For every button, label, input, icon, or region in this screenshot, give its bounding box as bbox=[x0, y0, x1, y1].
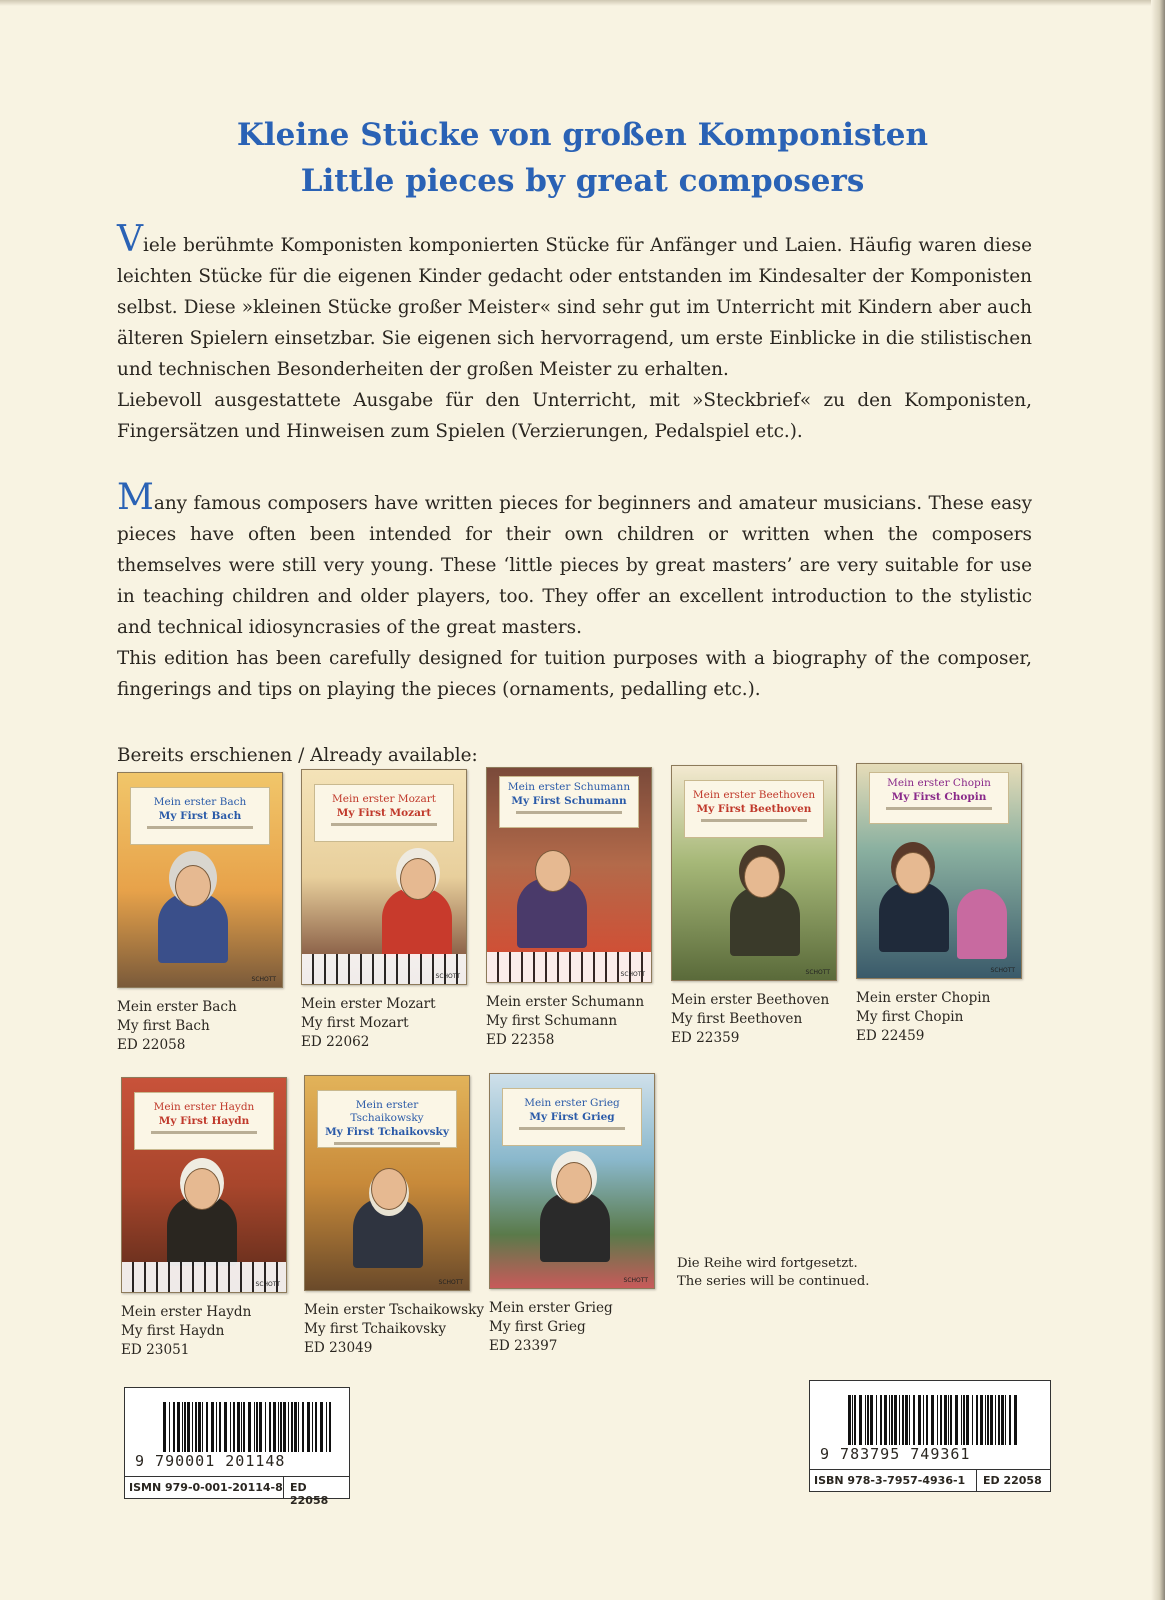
caption-title-de: Mein erster Chopin bbox=[856, 990, 991, 1006]
book-caption bbox=[301, 995, 471, 1052]
barcode-bar bbox=[884, 1395, 887, 1445]
caption-title-en: My first Bach bbox=[117, 1018, 210, 1034]
caption-ed-number: ED 22062 bbox=[301, 1034, 370, 1050]
isbn-barcode bbox=[809, 1380, 1051, 1492]
caption-title-en: My first Tchaikovsky bbox=[304, 1321, 447, 1337]
english-text: any famous composers have written pieces for beginners and amateur musicians. These easy pieces have often been intended for their own children or written when the composers themselves were still very young. These ‘little pieces by great masters’ are very suitable for use in teaching children and older players, too. They offer an excellent introduction to the stylistic and technical idiosyncrasies of the great masters. bbox=[117, 493, 1032, 638]
german-text: iele berühmte Komponisten komponierten Stücke für Anfänger und Laien. Häufig waren diese leichten Stücke für die eigenen Kinder gedacht oder entstanden im Kindesalter der Komponisten selbst. Diese »kleinen Stücke großer Meister« sind sehr gut im Unterricht mit Kindern aber auch älteren Spielern einsetzbar. Sie eigenen sich hervorragend, um erste Einblicke in die stilistischen und technischen Besonderheiten der großen Meister zu erhalten. bbox=[117, 235, 1032, 380]
book-chopin[interactable] bbox=[856, 763, 1026, 1046]
barcode-bar bbox=[288, 1402, 289, 1452]
german-description bbox=[117, 219, 1032, 447]
barcode-bar bbox=[219, 1402, 221, 1452]
barcode-ed-number: ED 22058 bbox=[976, 1470, 1048, 1491]
book-caption bbox=[304, 1301, 485, 1358]
barcode-bar bbox=[1009, 1395, 1011, 1445]
figure-lady bbox=[957, 889, 1007, 959]
caption-title-en: My first Haydn bbox=[121, 1323, 225, 1339]
barcode-bar bbox=[241, 1402, 242, 1452]
already-available-label: Bereits erschienen / Already available: bbox=[117, 745, 478, 766]
barcode-bar bbox=[894, 1395, 897, 1445]
barcode-bar bbox=[278, 1402, 279, 1452]
book-beethoven[interactable] bbox=[671, 765, 841, 1048]
cover-title-banner bbox=[134, 1092, 274, 1150]
barcode-bar bbox=[273, 1402, 276, 1452]
barcode-bar bbox=[955, 1395, 958, 1445]
barcode-bar bbox=[891, 1395, 893, 1445]
page-right-edge bbox=[1151, 0, 1165, 1600]
barcode-bar bbox=[854, 1395, 856, 1445]
barcode-bar bbox=[852, 1395, 853, 1445]
caption-title-de: Mein erster Grieg bbox=[489, 1300, 613, 1316]
publisher-logo: SCHOTT bbox=[623, 1277, 648, 1284]
cover-title-banner bbox=[130, 787, 270, 845]
barcode-bar bbox=[294, 1402, 297, 1452]
book-caption bbox=[121, 1303, 291, 1360]
barcode-bar bbox=[280, 1402, 282, 1452]
barcode-bar bbox=[963, 1395, 965, 1445]
barcode-bar bbox=[961, 1395, 962, 1445]
caption-title-de: Mein erster Haydn bbox=[121, 1304, 252, 1320]
page-top-shadow bbox=[0, 0, 1165, 6]
barcode-bar bbox=[177, 1402, 180, 1452]
barcode-bar bbox=[950, 1395, 952, 1445]
barcode-bar bbox=[865, 1395, 866, 1445]
barcode-bar bbox=[307, 1402, 310, 1452]
heading-german: Kleine Stücke von großen Komponisten bbox=[236, 117, 929, 153]
composer-head bbox=[535, 850, 571, 892]
cover-title-en: My First Beethoven bbox=[696, 803, 812, 815]
cover-title-en: My First Grieg bbox=[529, 1111, 615, 1123]
cover-subtitle-line bbox=[331, 823, 437, 826]
barcode-bar bbox=[230, 1402, 231, 1452]
caption-ed-number: ED 23397 bbox=[489, 1338, 558, 1354]
caption-title-en: My first Beethoven bbox=[671, 1011, 803, 1027]
book-cover[interactable] bbox=[486, 767, 652, 983]
barcode-bar bbox=[233, 1402, 235, 1452]
caption-ed-number: ED 22358 bbox=[486, 1032, 555, 1048]
barcode-bar bbox=[302, 1402, 304, 1452]
barcode-bar bbox=[880, 1395, 882, 1445]
book-cover[interactable] bbox=[489, 1073, 655, 1289]
barcode-bar bbox=[985, 1395, 986, 1445]
barcode-bar bbox=[256, 1402, 258, 1452]
cover-title-banner bbox=[869, 772, 1009, 824]
barcode-bar bbox=[931, 1395, 934, 1445]
english-description bbox=[117, 477, 1032, 705]
publisher-logo: SCHOTT bbox=[805, 969, 830, 976]
composer-head bbox=[184, 1168, 220, 1210]
drop-cap: M bbox=[117, 477, 154, 518]
barcode-bar bbox=[990, 1395, 993, 1445]
book-caption bbox=[117, 998, 287, 1055]
caption-title-de: Mein erster Beethoven bbox=[671, 992, 830, 1008]
composer-head bbox=[175, 865, 211, 907]
barcode-bar bbox=[326, 1402, 327, 1452]
publisher-logo: SCHOTT bbox=[438, 1279, 463, 1286]
barcode-bars bbox=[163, 1402, 335, 1452]
barcode-bar bbox=[913, 1395, 915, 1445]
barcode-info-row bbox=[810, 1469, 1050, 1491]
barcode-bar bbox=[206, 1402, 208, 1452]
caption-title-en: My first Grieg bbox=[489, 1319, 586, 1335]
caption-title-en: My first Mozart bbox=[301, 1015, 409, 1031]
barcode-bars bbox=[848, 1395, 1020, 1445]
barcode-bar bbox=[972, 1395, 973, 1445]
cover-title-banner bbox=[684, 780, 824, 838]
barcode-bar bbox=[870, 1395, 873, 1445]
publisher-logo: SCHOTT bbox=[251, 976, 276, 983]
book-grieg[interactable] bbox=[489, 1073, 659, 1356]
book-cover[interactable] bbox=[671, 765, 837, 981]
book-bach[interactable] bbox=[117, 772, 287, 1055]
barcode-bar bbox=[1005, 1395, 1006, 1445]
book-cover[interactable] bbox=[304, 1075, 470, 1291]
barcode-bar bbox=[169, 1402, 170, 1452]
barcode-bar bbox=[976, 1395, 978, 1445]
caption-ed-number: ED 22459 bbox=[856, 1028, 925, 1044]
barcode-bar bbox=[948, 1395, 949, 1445]
composer-head bbox=[744, 856, 780, 898]
barcode-bar bbox=[899, 1395, 900, 1445]
caption-ed-number: ED 23051 bbox=[121, 1342, 190, 1358]
barcode-bar bbox=[195, 1402, 197, 1452]
barcode-bar bbox=[254, 1402, 255, 1452]
cover-title-en: My First Tchaikovsky bbox=[325, 1126, 449, 1138]
barcode-bar bbox=[265, 1402, 266, 1452]
series-continued-note bbox=[677, 1255, 869, 1291]
barcode-bar bbox=[867, 1395, 869, 1445]
book-schumann[interactable] bbox=[486, 767, 656, 1050]
barcode-bar bbox=[269, 1402, 271, 1452]
cover-title-de: Mein erster Chopin bbox=[887, 777, 991, 789]
barcode-bar bbox=[923, 1395, 924, 1445]
barcode-bar bbox=[173, 1402, 175, 1452]
cover-title-banner bbox=[317, 1090, 457, 1148]
barcode-bar bbox=[889, 1395, 890, 1445]
heading-english: Little pieces by great composers bbox=[300, 163, 865, 199]
cover-title-de: Mein erster Bach bbox=[153, 796, 247, 808]
cover-subtitle-line bbox=[701, 819, 807, 822]
cover-title-de: Mein erster Schumann bbox=[507, 781, 631, 793]
book-tchaikovsky[interactable] bbox=[304, 1075, 485, 1358]
cover-title-de: Mein erster Mozart bbox=[332, 793, 436, 805]
book-mozart[interactable] bbox=[301, 769, 471, 1052]
cover-subtitle-line bbox=[886, 807, 992, 810]
barcode-bar bbox=[998, 1395, 1000, 1445]
barcode-bar bbox=[192, 1402, 193, 1452]
barcode-bar bbox=[937, 1395, 938, 1445]
barcode-ed-number: ED 22058 bbox=[283, 1477, 349, 1498]
barcode-bar bbox=[243, 1402, 245, 1452]
barcode-bar bbox=[966, 1395, 969, 1445]
caption-title-de: Mein erster Bach bbox=[117, 999, 237, 1015]
barcode-bar bbox=[182, 1402, 183, 1452]
book-caption bbox=[856, 989, 1026, 1046]
barcode-bar bbox=[211, 1402, 214, 1452]
cover-subtitle-line bbox=[516, 811, 622, 814]
barcode-bar bbox=[918, 1395, 921, 1445]
barcode-bar bbox=[944, 1395, 947, 1445]
english-text-second: This edition has been carefully designed for tuition purposes with a biography of the composer, fingerings and tips on playing the pieces (ornaments, pedalling etc.). bbox=[117, 648, 1032, 700]
barcode-bar bbox=[298, 1402, 299, 1452]
barcode-bar bbox=[987, 1395, 989, 1445]
cover-subtitle-line bbox=[147, 826, 253, 829]
cover-subtitle-line bbox=[519, 1127, 625, 1130]
publisher-logo: SCHOTT bbox=[255, 1281, 280, 1288]
barcode-bar bbox=[902, 1395, 904, 1445]
barcode-bar bbox=[909, 1395, 910, 1445]
book-haydn[interactable] bbox=[121, 1077, 291, 1360]
cover-title-banner bbox=[502, 1088, 642, 1146]
barcode-info-row bbox=[125, 1476, 349, 1507]
barcode-bar bbox=[312, 1402, 313, 1452]
publisher-logo: SCHOTT bbox=[620, 971, 645, 978]
book-cover[interactable] bbox=[301, 769, 467, 985]
cover-title-en: My First Mozart bbox=[336, 807, 432, 819]
composer-head bbox=[895, 852, 931, 894]
barcode-bar bbox=[216, 1402, 217, 1452]
book-cover[interactable] bbox=[121, 1077, 287, 1293]
book-caption bbox=[671, 991, 841, 1048]
barcode-bar bbox=[259, 1402, 262, 1452]
barcode-digits: 9 783795 749361 bbox=[820, 1445, 971, 1463]
barcode-bar bbox=[995, 1395, 996, 1445]
caption-title-de: Mein erster Tschaikowsky bbox=[304, 1302, 485, 1318]
barcode-digits: 9 790001 201148 bbox=[135, 1452, 286, 1470]
barcode-bar bbox=[329, 1402, 331, 1452]
book-cover[interactable] bbox=[117, 772, 283, 988]
barcode-bar bbox=[202, 1402, 203, 1452]
ismn-barcode bbox=[124, 1387, 350, 1507]
isbn-number: ISBN 978-3-7957-4936-1 bbox=[814, 1474, 966, 1487]
german-text-second: Liebevoll ausgestattete Ausgabe für den Unterricht, mit »Steckbrief« zu den Komponisten, Fingersätzen und Hinweisen zum Spielen (Verzierungen, Pedalspiel etc.). bbox=[117, 390, 1032, 442]
barcode-bar bbox=[980, 1395, 983, 1445]
barcode-bar bbox=[198, 1402, 201, 1452]
barcode-bar bbox=[187, 1402, 190, 1452]
barcode-bar bbox=[315, 1402, 317, 1452]
barcode-bar bbox=[1014, 1395, 1017, 1445]
barcode-bar bbox=[163, 1402, 166, 1452]
barcode-bar bbox=[248, 1402, 251, 1452]
cover-title-de: Mein erster Tschaikowsky bbox=[350, 1099, 424, 1124]
barcode-bar bbox=[320, 1402, 323, 1452]
cover-title-banner bbox=[499, 776, 639, 828]
page-heading bbox=[0, 112, 1165, 204]
barcode-bar bbox=[237, 1402, 240, 1452]
publisher-logo: SCHOTT bbox=[990, 967, 1015, 974]
book-cover[interactable] bbox=[856, 763, 1022, 979]
composer-head bbox=[400, 858, 436, 900]
barcode-bar bbox=[291, 1402, 293, 1452]
cover-subtitle-line bbox=[151, 1131, 257, 1134]
ismn-number: ISMN 979-0-001-20114-8 bbox=[129, 1481, 283, 1494]
cover-title-en: My First Bach bbox=[158, 810, 242, 822]
barcode-bar bbox=[224, 1402, 227, 1452]
cover-title-en: My First Chopin bbox=[891, 791, 987, 803]
barcode-bar bbox=[940, 1395, 942, 1445]
cover-title-de: Mein erster Grieg bbox=[524, 1097, 620, 1109]
barcode-bar bbox=[283, 1402, 286, 1452]
caption-title-en: My first Schumann bbox=[486, 1013, 618, 1029]
cover-title-banner bbox=[314, 784, 454, 842]
composer-head bbox=[371, 1168, 407, 1210]
cover-subtitle-line bbox=[334, 1142, 440, 1145]
publisher-logo: SCHOTT bbox=[435, 973, 460, 980]
caption-title-en: My first Chopin bbox=[856, 1009, 964, 1025]
barcode-bar bbox=[848, 1395, 851, 1445]
caption-title-de: Mein erster Schumann bbox=[486, 994, 645, 1010]
cover-title-en: My First Haydn bbox=[158, 1115, 250, 1127]
book-caption bbox=[486, 993, 656, 1050]
caption-ed-number: ED 22058 bbox=[117, 1037, 186, 1053]
barcode-bar bbox=[926, 1395, 928, 1445]
barcode-bar bbox=[905, 1395, 908, 1445]
composer-head bbox=[556, 1162, 592, 1204]
series-continued-en: The series will be continued. bbox=[677, 1274, 870, 1289]
caption-ed-number: ED 23049 bbox=[304, 1340, 373, 1356]
barcode-bar bbox=[876, 1395, 877, 1445]
barcode-bar bbox=[1001, 1395, 1004, 1445]
caption-title-de: Mein erster Mozart bbox=[301, 996, 436, 1012]
cover-title-de: Mein erster Beethoven bbox=[692, 789, 816, 801]
cover-title-de: Mein erster Haydn bbox=[153, 1101, 255, 1113]
drop-cap: V bbox=[117, 219, 143, 260]
series-continued-de: Die Reihe wird fortgesetzt. bbox=[677, 1256, 858, 1271]
barcode-bar bbox=[184, 1402, 186, 1452]
cover-title-en: My First Schumann bbox=[511, 795, 627, 807]
barcode-bar bbox=[859, 1395, 862, 1445]
caption-ed-number: ED 22359 bbox=[671, 1030, 740, 1046]
book-caption bbox=[489, 1299, 659, 1356]
